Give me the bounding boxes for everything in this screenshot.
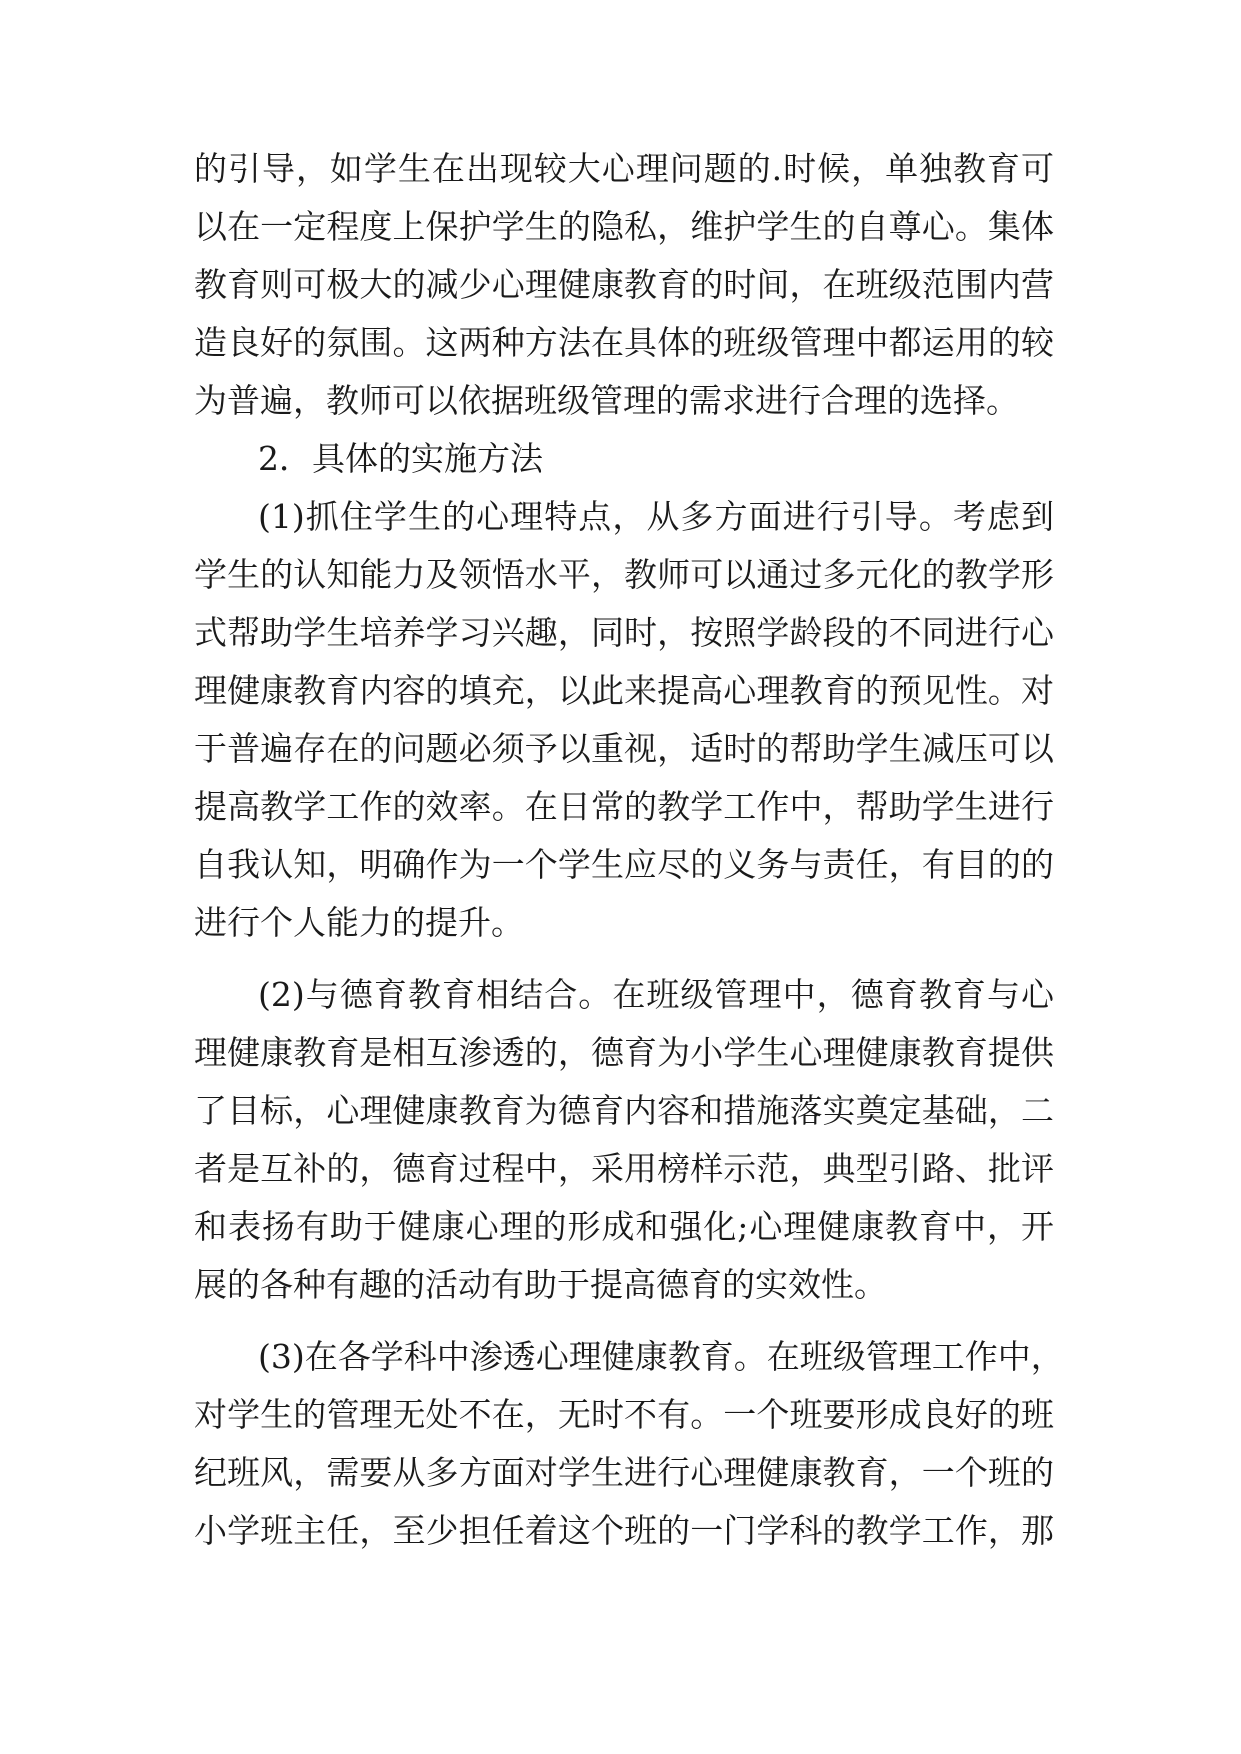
paragraph-first-line: (3)在各学科中渗透心理健康教育。在班级管理工作中， bbox=[258, 1337, 1064, 1376]
text-line: 进行个人能力的提升。 bbox=[194, 903, 524, 942]
text-line: 教育则可极大的减少心理健康教育的时间，在班级范围内营 bbox=[194, 265, 1054, 304]
text-line: 对学生的管理无处不在，无时不有。一个班要形成良好的班 bbox=[194, 1395, 1054, 1434]
text-line: 小学班主任，至少担任着这个班的一门学科的教学工作，那 bbox=[194, 1511, 1054, 1550]
text-line: 纪班风，需要从多方面对学生进行心理健康教育，一个班的 bbox=[194, 1453, 1054, 1492]
text-line: 理健康教育内容的填充，以此来提高心理教育的预见性。对 bbox=[194, 671, 1054, 710]
section-heading: 2．具体的实施方法 bbox=[258, 439, 543, 478]
text-line: 者是互补的，德育过程中，采用榜样示范，典型引路、批评 bbox=[194, 1149, 1054, 1188]
text-line: 和表扬有助于健康心理的形成和强化;心理健康教育中，开 bbox=[194, 1207, 1054, 1246]
text-line: 为普遍，教师可以依据班级管理的需求进行合理的选择。 bbox=[194, 381, 1019, 420]
text-line: 理健康教育是相互渗透的，德育为小学生心理健康教育提供 bbox=[194, 1033, 1054, 1072]
text-line: 了目标，心理健康教育为德育内容和措施落实奠定基础，二 bbox=[194, 1091, 1054, 1130]
text-line: 的引导，如学生在出现较大心理问题的.时候，单独教育可 bbox=[194, 149, 1054, 188]
text-line: 于普遍存在的问题必须予以重视，适时的帮助学生减压可以 bbox=[194, 729, 1054, 768]
paragraph-first-line: (1)抓住学生的心理特点，从多方面进行引导。考虑到 bbox=[258, 497, 1054, 536]
text-line: 自我认知，明确作为一个学生应尽的义务与责任，有目的的 bbox=[194, 845, 1054, 884]
text-line: 展的各种有趣的活动有助于提高德育的实效性。 bbox=[194, 1265, 887, 1304]
text-line: 式帮助学生培养学习兴趣，同时，按照学龄段的不同进行心 bbox=[194, 613, 1054, 652]
text-line: 以在一定程度上保护学生的隐私，维护学生的自尊心。集体 bbox=[194, 207, 1054, 246]
text-line: 学生的认知能力及领悟水平，教师可以通过多元化的教学形 bbox=[194, 555, 1054, 594]
text-line: 造良好的氛围。这两种方法在具体的班级管理中都运用的较 bbox=[194, 323, 1054, 362]
paragraph-first-line: (2)与德育教育相结合。在班级管理中，德育教育与心 bbox=[258, 975, 1054, 1014]
text-line: 提高教学工作的效率。在日常的教学工作中，帮助学生进行 bbox=[194, 787, 1054, 826]
